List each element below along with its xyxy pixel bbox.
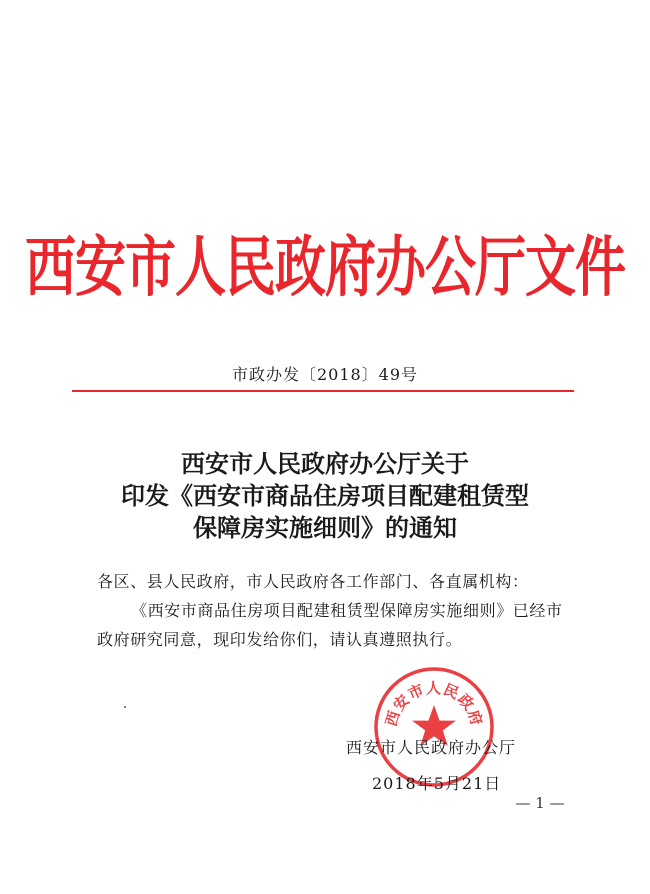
page-number: — 1 — bbox=[515, 794, 565, 812]
seal-text: 西安市人民政府 bbox=[381, 679, 487, 729]
notice-title-line-3: 保障房实施细则》的通知 bbox=[193, 513, 457, 542]
body-paragraph: 《西安市商品住房项目配建租赁型保障房实施细则》已经市政府研究同意，现印发给你们，请认真遵照执行。 bbox=[97, 601, 563, 649]
notice-title-line-1: 西安市人民政府办公厅关于 bbox=[181, 449, 469, 478]
document-number: 市政办发〔2018〕49号 bbox=[231, 365, 419, 384]
issuer-signature: 西安市人民政府办公厅 bbox=[346, 738, 517, 757]
red-divider-line bbox=[72, 390, 574, 392]
scan-speck bbox=[124, 706, 126, 708]
notice-title bbox=[0, 448, 650, 544]
issue-date: 2018年5月21日 bbox=[372, 774, 502, 793]
notice-title-line-2: 印发《西安市商品住房项目配建租赁型 bbox=[121, 481, 529, 510]
notice-body bbox=[97, 567, 572, 654]
addressee-line: 各区、县人民政府，市人民政府各工作部门、各直属机构： bbox=[97, 572, 529, 591]
document-header-title: 西安市人民政府办公厅文件 bbox=[24, 229, 625, 307]
